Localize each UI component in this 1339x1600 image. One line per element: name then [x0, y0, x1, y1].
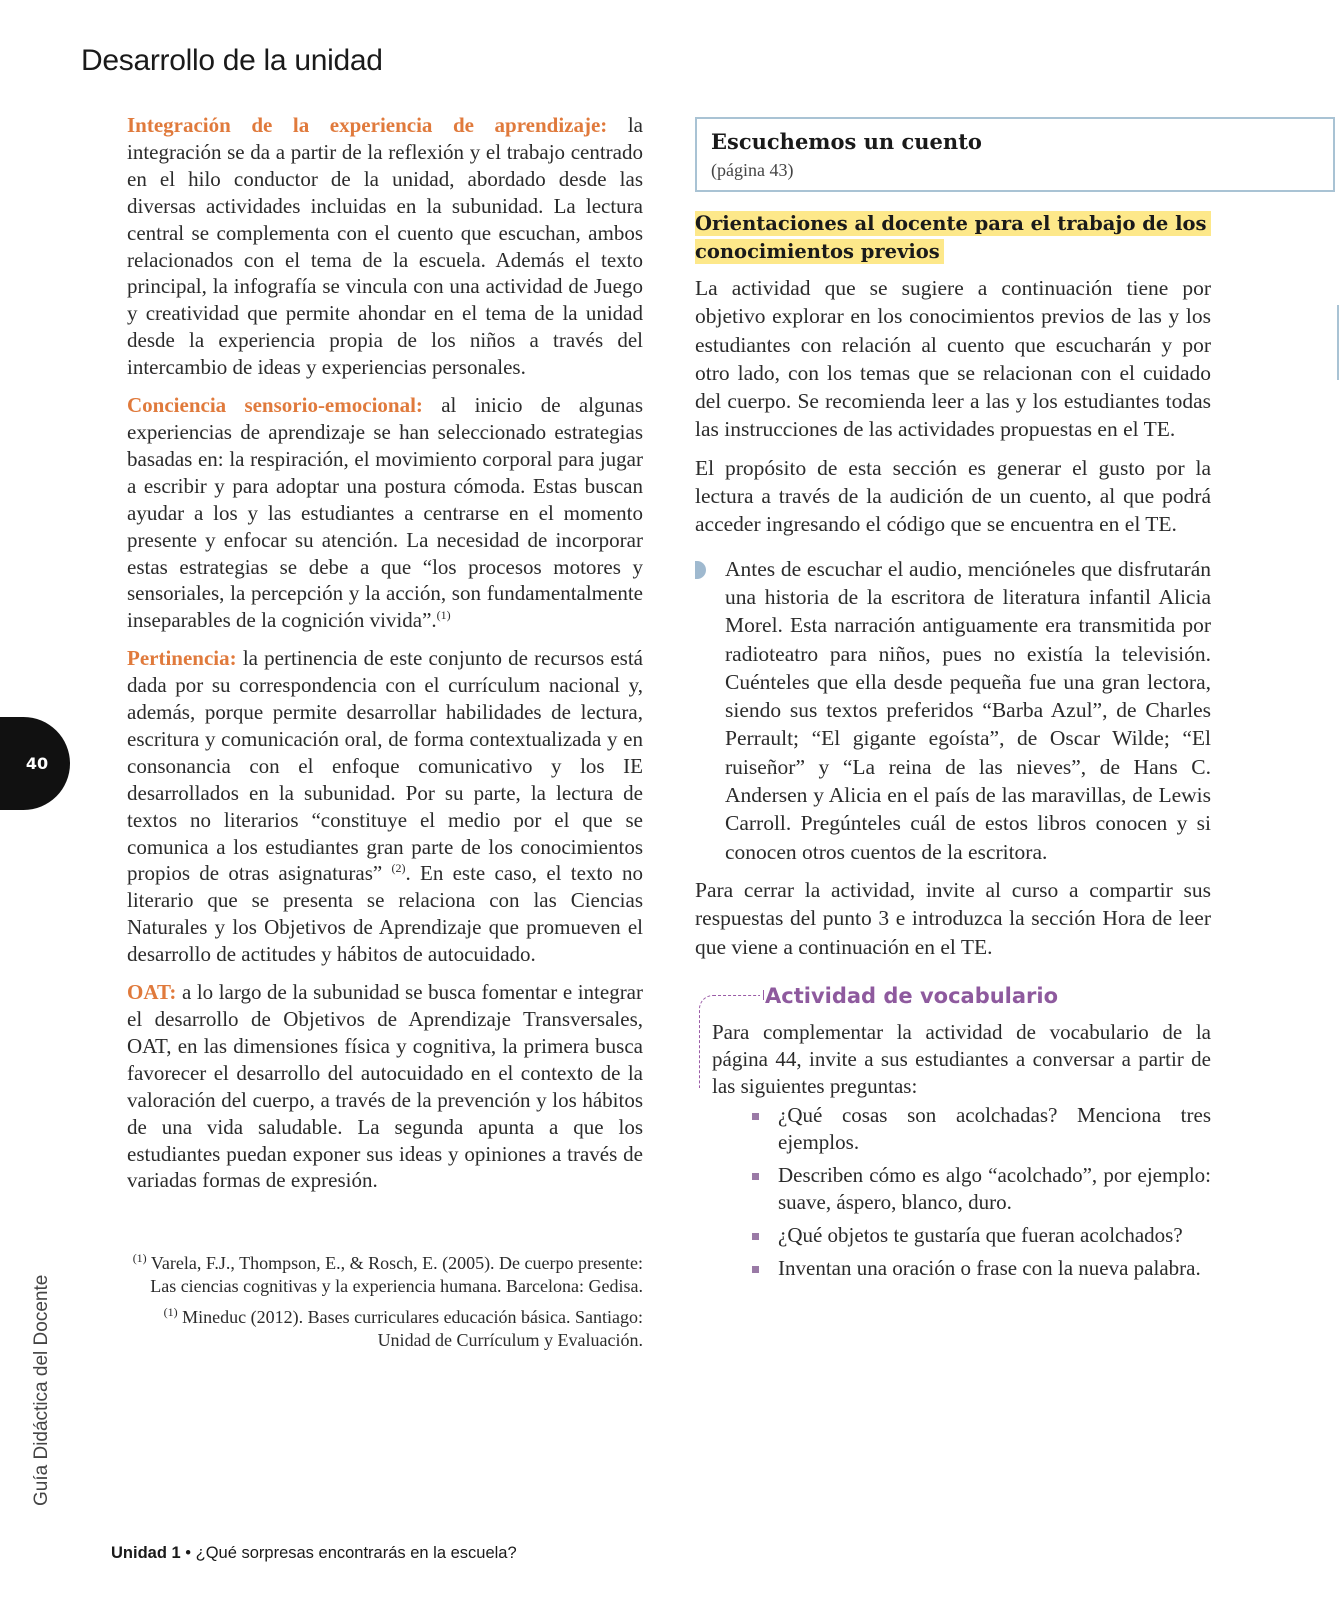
section-box [695, 117, 1335, 192]
lead-conciencia: Conciencia sensorio-emocional: [127, 393, 423, 418]
page-number: 40 [25, 754, 49, 773]
footnote [127, 1306, 643, 1352]
footer-subtitle: ¿Qué sorpresas encontrarás en la escuela? [195, 1544, 517, 1562]
list-item: ¿Qué objetos te gustaría que fueran acolchados? [750, 1222, 1211, 1249]
page-title: Desarrollo de la unidad [81, 44, 383, 77]
text-conciencia: al inicio de algunas experiencias de aprendizaje se han seleccionado estrategias basadas en: la respiración, el movimiento corporal para jugar a escribir y para adoptar una postura cómoda. Estas buscan ayudar a los y las estudiantes a centrarse en el momento presente y enfocar su atención. La necesidad de incorporar estas estrategias se debe a que “los procesos motores y sensoriales, la percepción y la acción, son fundamentalmente inseparables de la cognición vivida”. [127, 393, 644, 633]
paragraph-oat [127, 979, 643, 1194]
text-oat: a lo largo de la subunidad se busca fomentar e integrar el desarrollo de Objetivos de Aprendizaje Transversales, OAT, en las dimensiones física y cognitiva, la primera busca favorecer el desarrollo del autocuidado en el contexto de la valoración del cuerpo, a través de la prevención y los hábitos de una vida saludable. La segunda apunta a que los estudiantes puedan exponer sus ideas y opiniones a través de variadas formas de expresión. [127, 980, 643, 1193]
text-pertinencia-a: la pertinencia de este conjunto de recursos está dada por su correspondencia con el currículum nacional y, además, porque permite desarrollar habilidades de lectura, escritura y comunicación oral, de forma contextualizada y en consonancia con el enfoque comunicativo y los IE desarrollados en la subunidad. Por su parte, la lectura de textos no literarios “constituye el medio por el que se comunica a los estudiantes gran parte de los conocimientos propios de otras asignaturas” [127, 646, 643, 886]
highlighted-heading [695, 210, 1211, 266]
page-footer [111, 1544, 517, 1563]
footnotes [127, 1252, 643, 1360]
footnote-ref: (1) [163, 1305, 178, 1319]
paragraph-conciencia [127, 392, 643, 634]
bullet-text: Antes de escuchar el audio, mencióneles que disfrutarán una historia de la escritora de literatura infantil Alicia Morel. Esta narración antiguamente era transmitida por radioteatro para niños, pues no existía la televisión. Cuénteles que ella desde pequeña fue una gran lectora, siendo sus textos preferidos “Barba Azul”, de Charles Perrault; “El gigante egoísta”, de Oscar Wilde; “El ruiseñor” y “La reina de las nieves”, de Hans C. Andersen y Alicia en el país de las maravillas, de Lewis Carroll. Pregúnteles cuál de estos libros conocen y si conocen otros cuentos de la escritora. [725, 556, 1211, 864]
dashed-bracket-icon [699, 995, 760, 1088]
footnote-ref: (2) [391, 861, 406, 876]
footnote-ref: (1) [436, 608, 451, 623]
lead-oat: OAT: [127, 980, 177, 1005]
text-pertinencia-b: . En este caso, el texto no literario que se presenta se relaciona con las Ciencias Naturales y los Objetivos de Aprendizaje que promueven el desarrollo de actitudes y hábitos de autocuidado. [127, 861, 643, 967]
vocab-intro: Para complementar la actividad de vocabulario de la página 44, invite a sus estudiantes a conversar a partir de las siguientes preguntas: [712, 1019, 1211, 1098]
right-column [695, 210, 1211, 1288]
paragraph-actividad: La actividad que se sugiere a continuación tiene por objetivo explorar en los conocimientos previos de las y los estudiantes con relación al cuento que escucharán y por otro lado, con los temas que se relacionan con el cuidado del cuerpo. Se recomienda leer a las y los estudiantes todas las instrucciones de las actividades propuestas en el TE. [695, 276, 1211, 442]
footnote-ref: (1) [132, 1251, 147, 1265]
list-item: Inventan una oración o frase con la nueva palabra. [750, 1255, 1211, 1282]
section-page-ref: (página 43) [711, 160, 794, 180]
footnote [127, 1252, 643, 1298]
paragraph-pertinencia [127, 645, 643, 968]
list-item: Describen cómo es algo “acolchado”, por ejemplo: suave, áspero, blanco, duro. [750, 1162, 1211, 1216]
lead-integracion: Integración de la experiencia de aprendizaje: [127, 113, 608, 137]
lead-pertinencia: Pertinencia: [127, 646, 237, 671]
highlighted-heading-text: Orientaciones al docente para el trabajo de los conocimientos previos [695, 211, 1211, 264]
paragraph-integracion [127, 112, 643, 381]
footer-unit: Unidad 1 [111, 1544, 181, 1562]
footnote-text: Mineduc (2012). Bases curriculares educación básica. Santiago: Unidad de Currículum y Evaluación. [177, 1307, 643, 1350]
list-item: ¿Qué cosas son acolchadas? Menciona tres ejemplos. [750, 1102, 1211, 1156]
paragraph-proposito: El propósito de esta sección es generar el gusto por la lectura a través de la audición de un cuento, al que podrá acceder ingresando el código que se encuentra en el TE. [695, 455, 1211, 537]
bullet-paragraph [695, 555, 1211, 866]
vocab-title: Actividad de vocabulario [765, 983, 1059, 1008]
section-title: Escuchemos un cuento [711, 129, 982, 154]
left-column [127, 112, 643, 1205]
text-integracion: la integración se da a partir de la reflexión y el trabajo centrado en el hilo conductor de la unidad, abordado desde las diversas actividades incluidas en la subunidad. La lectura central se complementa con el cuento que escuchan, ambos relacionados con el tema de la escuela. Además el texto principal, la infografía se vincula con una actividad de Juego y creatividad que permite ahondar en el tema de la unidad desde la experiencia propia de los niños a través del intercambio de ideas y experiencias personales. [127, 113, 643, 380]
footnote-text: Varela, F.J., Thompson, E., & Rosch, E. (2005). De cuerpo presente: Las ciencias cognitivas y la experiencia humana. Barcelona: Gedisa. [146, 1253, 643, 1296]
vocab-section [695, 983, 1211, 1282]
page-number-tab [0, 717, 70, 810]
bracket-end-icon [759, 990, 764, 1000]
footer-separator: • [180, 1544, 196, 1562]
vocab-list [695, 1102, 1211, 1282]
paragraph-cierre: Para cerrar la actividad, invite al curso a compartir sus respuestas del punto 3 e introduzca la sección Hora de leer que viene a continuación en el TE. [695, 877, 1211, 959]
bullet-marker-icon [695, 561, 706, 579]
side-label: Guía Didáctica del Docente [31, 1274, 52, 1506]
